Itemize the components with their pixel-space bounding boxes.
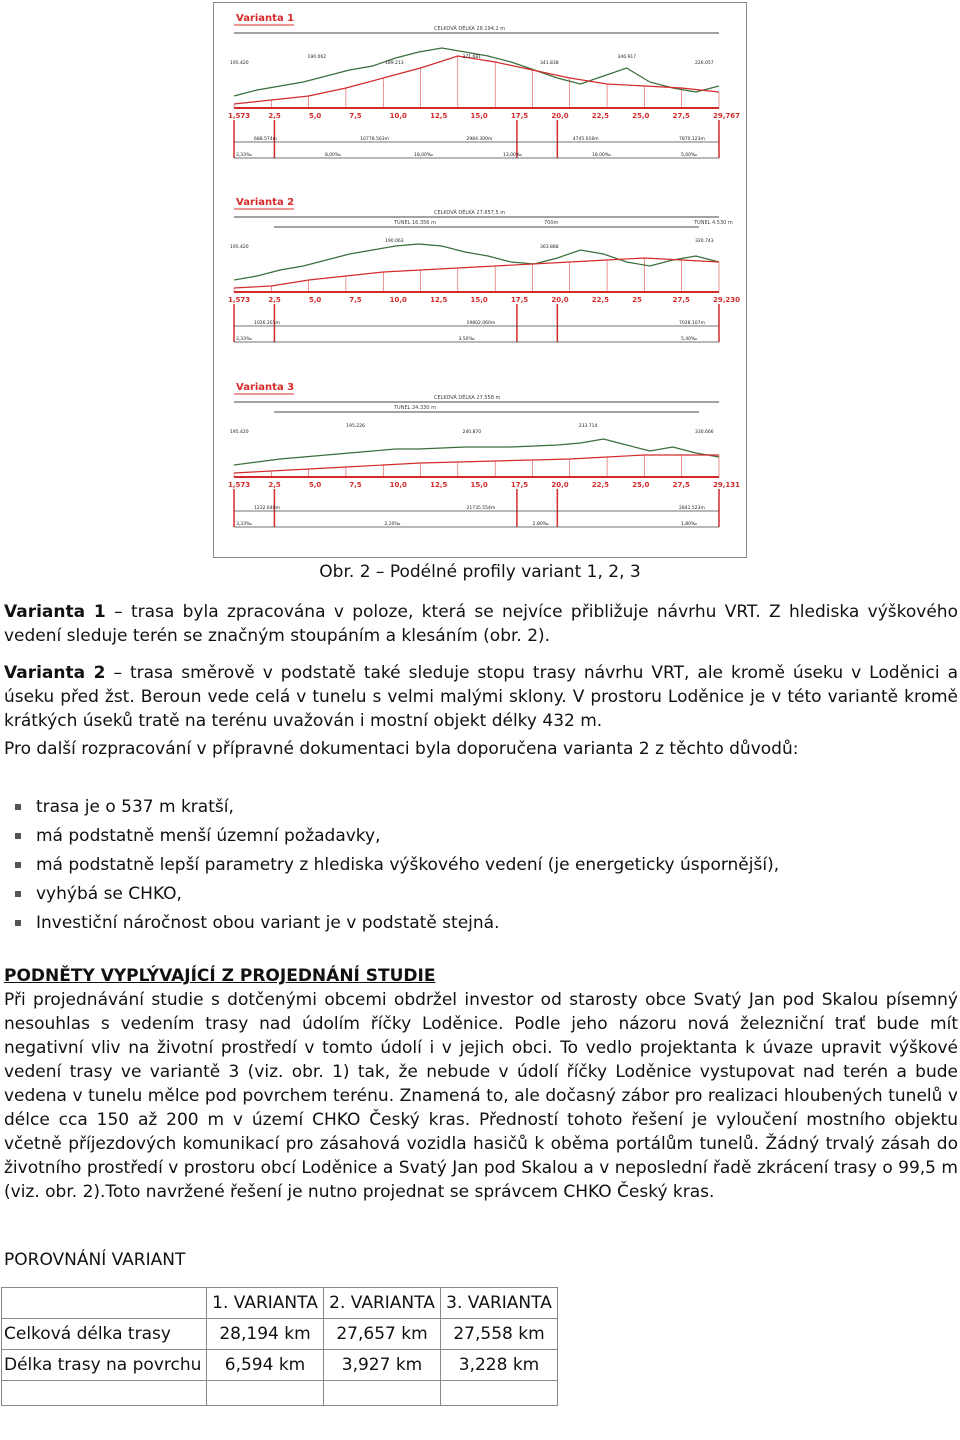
figure-caption: Obr. 2 – Podélné profily variant 1, 2, 3: [319, 562, 641, 582]
table-cell: 3,228 km: [441, 1350, 558, 1381]
gradient-label: 3,33‰: [236, 153, 253, 158]
table-cell: [207, 1381, 324, 1406]
bullet-marker: [15, 804, 21, 810]
gradient-label: 3,50‰: [458, 337, 475, 342]
bullet-marker: [15, 862, 21, 868]
list-item-text: má podstatně menší územní požadavky,: [36, 826, 381, 846]
comparison-title: POROVNÁNÍ VARIANT: [4, 1250, 186, 1270]
km-tick-label: 5,0: [308, 481, 322, 489]
section-paragraph: Při projednávání studie s dotčenými obcemi obdržel investor od starosty obce Svatý Jan pod Skalou písemný nesouhlas s vedením trasy nad údolím říčky Loděnice. Podle jeho názoru nová železniční trať bude mít negativní vliv na životní prostředí v tomto údolí i v jejich obci. To vedlo projektanta k úvaze upravit výškové vedení trasy ve variantě 3 (viz. obr. 1) tak, že nebude v údolí říčky Loděnice vystupovat nad terén a bude vedena v tunelu mělce pod povrchem terénu. Znamená to, ale dočasný zábor pro realizaci hloubených tunelů v délce cca 150 až 200 m v území CHKO Český kras. Předností tohoto řešení je vyloučení mostního objektu včetně příjezdových komunikací pro zásahová vozidla hasičů k oběma portálům tunelů. Žádný trvalý zásah do životního prostředí v prostoru obcí Loděnice a Svatý Jan pod Skalou a v neposlední řadě zkrácení trasy o 99,5 m (viz. obr. 2).Toto navržené řešení je nutno projednat se správcem CHKO Český kras.: [4, 990, 958, 1202]
km-tick-label: 29,767: [713, 112, 741, 120]
table-cell: [2, 1381, 207, 1406]
segment-length-label: 4745.018m: [572, 137, 599, 142]
elevation-label: 363.888: [540, 245, 559, 250]
km-tick-label: 1,573: [228, 112, 251, 120]
km-tick-label: 7,5: [349, 481, 362, 489]
list-item-text: má podstatně lepší parametry z hlediska výškového vedení (je energeticky úspornější),: [36, 855, 780, 875]
km-tick-label: 7,5: [349, 296, 362, 304]
km-tick-label: 2,5: [268, 481, 281, 489]
bullet-marker: [15, 920, 21, 926]
table-cell: Délka trasy na povrchu: [2, 1350, 207, 1381]
varianta-2-label: Varianta 2: [4, 663, 106, 683]
tunnel-label: TUNEL 24.330 m: [394, 405, 436, 411]
km-tick-label: 17,5: [510, 481, 529, 489]
elevation-label: 195.420: [230, 61, 249, 66]
elevation-label: 189.213: [385, 61, 404, 66]
gradient-label: 3,33‰: [236, 337, 253, 342]
gradient-label: 1,80‰: [681, 522, 698, 527]
table-cell: [324, 1381, 441, 1406]
tunnel-label: TUNEL 4.530 m: [694, 220, 733, 226]
km-tick-label: 29,230: [713, 296, 741, 304]
paragraph-varianta-1: [4, 600, 958, 648]
elevation-label: 330.666: [695, 430, 714, 435]
list-item-text: Investiční náročnost obou variant je v podstatě stejná.: [36, 913, 500, 933]
recommendation-text: Pro další rozpracování v přípravné dokumentaci byla doporučena varianta 2 z těchto důvodů:: [4, 739, 799, 759]
km-tick-label: 20,0: [551, 112, 569, 120]
segment-length-label: 7028.107m: [679, 321, 705, 326]
list-item: [4, 882, 958, 911]
varianta-1-text: – trasa byla zpracována v poloze, která se nejvíce přibližuje návrhu VRT. Z hlediska výškového vedení sleduje terén se značným stoupáním a klesáním (obr. 2).: [4, 602, 958, 646]
list-item-text: vyhýbá se CHKO,: [36, 884, 182, 904]
elevation-label: 320.743: [695, 239, 714, 244]
table-header-cell: 1. VARIANTA: [207, 1288, 324, 1319]
elevation-label: 240.870: [462, 430, 482, 435]
gradient-label: 8,00‰: [325, 153, 342, 158]
elevation-label: 190.063: [385, 239, 404, 244]
km-tick-label: 15,0: [470, 296, 488, 304]
km-tick-label: 17,5: [510, 112, 529, 120]
table-cell: Celková délka trasy: [2, 1319, 207, 1350]
gradient-label: 5,40‰: [681, 337, 698, 342]
total-length-label: CELKOVÁ DÉLKA 28.194,2 m: [434, 26, 506, 32]
elevation-label: 341.838: [540, 61, 559, 66]
km-tick-label: 22,5: [591, 296, 610, 304]
km-tick-label: 27,5: [672, 112, 690, 120]
table-header-row: [2, 1288, 558, 1319]
tunnel-label: TUNEL 16.356 m: [394, 220, 436, 226]
segment-length-label: 2841.523m: [679, 506, 705, 511]
list-item: [4, 824, 958, 853]
section-heading: PODNĚTY VYPLÝVAJÍCÍ Z PROJEDNÁNÍ STUDIE: [4, 966, 436, 986]
list-item: [4, 795, 958, 824]
km-tick-label: 27,5: [672, 296, 690, 304]
table-cell: 28,194 km: [207, 1319, 324, 1350]
profile-figure-svg: [214, 3, 746, 557]
varianta-2-text: – trasa směrově v podstatě také sleduje stopu trasy návrhu VRT, ale kromě úseku v Loděnici a úseku před žst. Beroun vede celá v tunelu s velmi malými sklony. V prostoru Loděnice je v této variantě kromě krátkých úseků tratě na terénu uvažován i mostní objekt délky 432 m.: [4, 663, 958, 731]
km-tick-label: 29,131: [713, 481, 741, 489]
bullet-marker: [15, 833, 21, 839]
elevation-label: 346.917: [617, 55, 637, 60]
segment-length-label: 1232.640m: [254, 506, 280, 511]
total-length-label: CELKOVÁ DÉLKA 27.657,5 m: [434, 210, 506, 216]
table-cell: 27,657 km: [324, 1319, 441, 1350]
gradient-label: 18,00‰: [592, 153, 611, 158]
table-cell: [441, 1381, 558, 1406]
table-cell: 3,927 km: [324, 1350, 441, 1381]
km-tick-label: 15,0: [470, 481, 488, 489]
km-tick-label: 25: [632, 296, 642, 304]
list-item: [4, 911, 958, 940]
km-tick-label: 15,0: [470, 112, 488, 120]
gradient-label: 13,00‰: [503, 153, 522, 158]
paragraph-varianta-2: [4, 661, 958, 733]
km-tick-label: 5,0: [308, 296, 322, 304]
total-length-label: CELKOVÁ DÉLKA 27.558 m: [434, 395, 501, 401]
km-tick-label: 10,0: [389, 296, 407, 304]
profile-figure: [213, 2, 747, 558]
km-tick-label: 10,0: [389, 481, 407, 489]
km-tick-label: 17,5: [510, 296, 529, 304]
elevation-label: 195.420: [230, 430, 249, 435]
km-tick-label: 20,0: [551, 481, 569, 489]
km-tick-label: 12,5: [430, 112, 448, 120]
km-tick-label: 12,5: [430, 296, 448, 304]
grade-line: [234, 455, 719, 473]
segment-length-label: 7870.123m: [679, 137, 705, 142]
panel-title: Varianta 3: [236, 382, 295, 393]
gradient-label: 18,00‰: [414, 153, 433, 158]
km-tick-label: 5,0: [308, 112, 322, 120]
table-row: [2, 1381, 558, 1406]
segment-length-label: 2984.300m: [466, 137, 493, 142]
table-cell: 6,594 km: [207, 1350, 324, 1381]
elevation-label: 195.420: [230, 245, 249, 250]
segment-length-label: 21735.554m: [466, 506, 496, 511]
elevation-label: 233.714: [578, 424, 598, 429]
reasons-list: [4, 795, 958, 940]
km-tick-label: 7,5: [349, 112, 362, 120]
varianta-1-label: Varianta 1: [4, 602, 106, 622]
table-row: [2, 1350, 558, 1381]
km-tick-label: 22,5: [591, 112, 610, 120]
km-tick-label: 25,0: [632, 112, 650, 120]
km-tick-label: 12,5: [430, 481, 448, 489]
km-tick-label: 1,573: [228, 481, 251, 489]
list-item-text: trasa je o 537 m kratší,: [36, 797, 234, 817]
tunnel-label: 700m: [544, 220, 559, 226]
panel-title: Varianta 1: [236, 13, 295, 24]
grade-line: [234, 258, 719, 288]
table-row: [2, 1319, 558, 1350]
bullet-marker: [15, 891, 21, 897]
km-tick-label: 22,5: [591, 481, 610, 489]
elevation-label: 226.057: [695, 61, 714, 66]
gradient-label: 3,33‰: [236, 522, 253, 527]
gradient-label: 2,80‰: [532, 522, 549, 527]
elevation-label: 195.226: [346, 424, 365, 429]
km-tick-label: 27,5: [672, 481, 690, 489]
km-tick-label: 10,0: [389, 112, 407, 120]
terrain-line: [234, 244, 719, 280]
segment-length-label: 688.574m: [254, 137, 277, 142]
table-header-cell: 2. VARIANTA: [324, 1288, 441, 1319]
table-cell: 27,558 km: [441, 1319, 558, 1350]
table-header-cell: [2, 1288, 207, 1319]
gradient-label: 2,10‰: [384, 522, 401, 527]
km-tick-label: 1,573: [228, 296, 251, 304]
panel-title: Varianta 2: [236, 197, 295, 208]
list-item: [4, 853, 958, 882]
segment-length-label: 10778.563m: [360, 137, 389, 142]
elevation-label: 371.681: [462, 55, 482, 60]
km-tick-label: 2,5: [268, 112, 281, 120]
km-tick-label: 2,5: [268, 296, 281, 304]
elevation-label: 190.062: [307, 55, 327, 60]
segment-length-label: 1026.201m: [254, 321, 280, 326]
km-tick-label: 25,0: [632, 481, 650, 489]
table-header-cell: 3. VARIANTA: [441, 1288, 558, 1319]
km-tick-label: 20,0: [551, 296, 569, 304]
segment-length-label: 19802.060m: [466, 321, 496, 326]
gradient-label: 5,00‰: [681, 153, 698, 158]
comparison-table: [1, 1287, 558, 1406]
